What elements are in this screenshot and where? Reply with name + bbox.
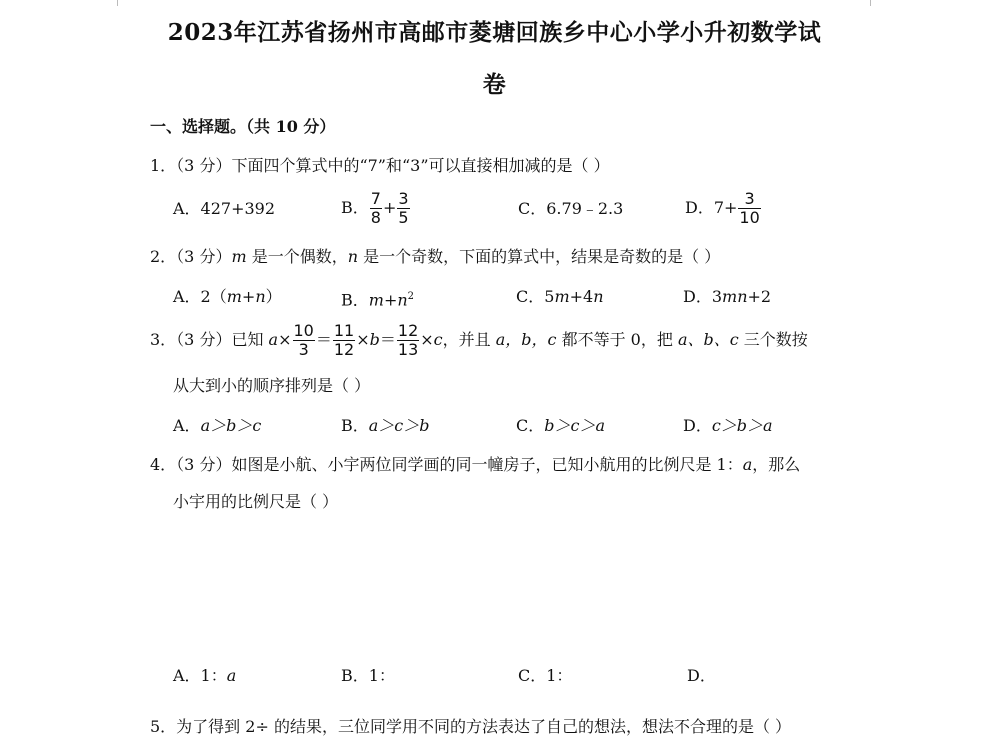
option-variable: c＞b＞a <box>711 416 773 435</box>
fraction-numerator: 12 <box>397 321 419 340</box>
question-4-line2: 小宇用的比例尺是（ ） <box>173 492 339 511</box>
q4-option-c: C．1： <box>518 666 573 685</box>
q1-option-a: A．427+392 <box>173 199 276 218</box>
page-edge-left <box>117 0 118 6</box>
option-text: D．3 <box>683 287 723 306</box>
q4-option-b: B．1： <box>341 666 395 685</box>
q4-option-a <box>173 665 236 687</box>
q3-stem-part: 3．（3 分）已知 <box>150 330 269 349</box>
option-variable: m+n <box>226 287 266 306</box>
operator: ＝ <box>379 330 396 349</box>
section-heading: 一、选择题。（共 10 分） <box>150 117 336 136</box>
variable-n: n <box>347 247 359 266</box>
q3-option-b <box>341 415 430 437</box>
option-variable: m <box>554 287 570 306</box>
q4-stem-part: ，那么 <box>752 455 801 474</box>
option-text: C． <box>516 416 545 435</box>
operator: × <box>278 330 292 349</box>
fraction-denominator: 3 <box>293 340 315 359</box>
option-text: A． <box>173 416 201 435</box>
q3-option-c <box>516 415 605 437</box>
option-text: B． <box>341 416 369 435</box>
fraction <box>370 190 382 227</box>
exponent: 2 <box>407 291 415 302</box>
question-5-stem: 5．为了得到 2÷ 的结果，三位同学用不同的方法表达了自己的想法，想法不合理的是（ ） <box>150 717 792 736</box>
q3-stem-part: ，并且 <box>442 330 496 349</box>
fraction-numerator: 7 <box>370 189 381 208</box>
q2-option-b <box>341 286 414 311</box>
option-text: A．1： <box>173 666 227 685</box>
fraction-numerator: 3 <box>398 189 409 208</box>
variables: a，b，c <box>495 330 557 349</box>
q3-stem-part: 都不等于 0，把 <box>556 330 678 349</box>
operator: ＝ <box>315 330 332 349</box>
option-variable: mn <box>722 287 748 306</box>
q4-option-d: D． <box>687 666 716 685</box>
q2-stem-part: 2．（3 分） <box>150 247 232 266</box>
operator: + <box>382 198 397 217</box>
fraction <box>738 190 760 227</box>
question-1-stem: 1．（3 分）下面四个算式中的“7”和“3”可以直接相加减的是（ ） <box>150 156 610 175</box>
q3-option-d <box>683 415 773 437</box>
option-variable: m+n <box>368 290 408 310</box>
variable-m: m <box>231 247 247 266</box>
variable-b: b <box>369 330 380 349</box>
option-variable: a＞b＞c <box>200 416 262 435</box>
variable-c: c <box>433 330 443 349</box>
q3-option-a <box>173 415 261 437</box>
option-text: +2 <box>747 287 772 306</box>
operator: × <box>420 330 434 349</box>
fraction-denominator: 12 <box>333 340 355 359</box>
fraction-denominator: 10 <box>739 208 760 227</box>
variable-a: a <box>268 330 279 349</box>
question-3-stem <box>150 322 808 359</box>
question-2-stem <box>150 246 720 268</box>
q1-option-b-prefix: B． <box>341 198 369 217</box>
fraction <box>397 190 409 227</box>
page-edge-right <box>870 0 871 6</box>
question-3-line2: 从大到小的顺序排列是（ ） <box>173 376 371 395</box>
q1-option-d <box>685 190 762 227</box>
q1-option-d-prefix: D．7+ <box>685 198 738 217</box>
fraction-numerator: 11 <box>333 321 355 340</box>
option-text: ） <box>265 287 282 306</box>
q4-stem-part: 4．（3 分）如图是小航、小宇两位同学画的同一幢房子，已知小航用的比例尺是 1： <box>150 455 743 474</box>
option-variable: a＞c＞b <box>368 416 430 435</box>
variable-a: a <box>742 455 753 474</box>
fraction-denominator: 13 <box>397 340 419 359</box>
document-title-line1: 2023年江苏省扬州市高邮市菱塘回族乡中心小学小升初数学试 <box>167 19 822 46</box>
option-text: +4 <box>569 287 594 306</box>
fraction-denominator: 5 <box>398 208 409 227</box>
fraction-denominator: 8 <box>370 208 381 227</box>
fraction <box>333 322 355 359</box>
option-variable: a <box>226 666 237 685</box>
operator: × <box>356 330 370 349</box>
document-title-line2: 卷 <box>482 71 507 98</box>
fraction <box>397 322 419 359</box>
option-text: D． <box>683 416 712 435</box>
q2-option-c <box>516 286 604 308</box>
option-text: C．5 <box>516 287 555 306</box>
q1-option-b <box>341 190 411 227</box>
q2-option-d <box>683 286 771 308</box>
option-variable: n <box>593 287 604 306</box>
q2-stem-part: 是一个奇数，下面的算式中，结果是奇数的是（ ） <box>358 247 721 266</box>
q3-stem-part: 三个数按 <box>738 330 808 349</box>
q2-option-a <box>173 286 282 308</box>
q2-stem-part: 是一个偶数， <box>246 247 348 266</box>
fraction-numerator: 10 <box>293 321 314 340</box>
question-4-stem <box>150 454 800 476</box>
q1-option-c: C．6.79﹣2.3 <box>518 199 624 218</box>
fraction <box>293 322 315 359</box>
fraction-numerator: 3 <box>744 189 755 208</box>
option-text: B． <box>341 290 369 310</box>
option-text: A．2（ <box>173 287 227 306</box>
variables: a、b、c <box>677 330 739 349</box>
option-variable: b＞c＞a <box>544 416 605 435</box>
